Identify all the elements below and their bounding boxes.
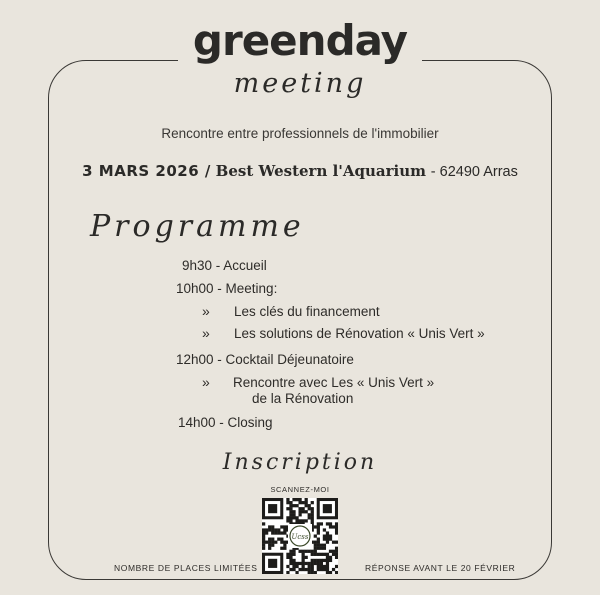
brand-subtitle: meeting [233, 68, 367, 99]
scan-label: SCANNEZ-MOI [270, 485, 330, 494]
programme-item: 10h00 - Meeting: [176, 281, 278, 296]
programme-item: 9h30 - Accueil [182, 258, 267, 273]
event-details [0, 164, 600, 180]
bullet-icon: » [202, 325, 210, 341]
qr-logo-text: Ucss [291, 533, 309, 541]
brand-name: greenday [192, 16, 408, 65]
event-date: 3 MARS 2026 / [82, 162, 211, 180]
event-venue: Best Western l'Aquarium [215, 162, 427, 180]
programme-subitem: Les clés du financement [234, 304, 380, 319]
places-limitees: NOMBRE DE PLACES LIMITÉES [114, 563, 258, 573]
programme-title: Programme [90, 209, 305, 244]
programme-subitem: Les solutions de Rénovation « Unis Vert » [234, 326, 485, 341]
bullet-icon: » [202, 303, 210, 319]
programme-subitem-line2: de la Rénovation [252, 391, 354, 406]
event-subtitle: Rencontre entre professionnels de l'immobilier [161, 126, 439, 141]
programme-item: 14h00 - Closing [178, 415, 273, 430]
qr-code[interactable] [262, 498, 338, 574]
inscription-title: Inscription [222, 450, 378, 475]
programme-subitem: Rencontre avec Les « Unis Vert » [233, 375, 435, 390]
programme-item: 12h00 - Cocktail Déjeunatoire [176, 352, 354, 367]
response-deadline: RÉPONSE AVANT LE 20 FÉVRIER [365, 563, 516, 573]
bullet-icon: » [202, 374, 210, 390]
event-city: - 62490 Arras [430, 164, 518, 180]
